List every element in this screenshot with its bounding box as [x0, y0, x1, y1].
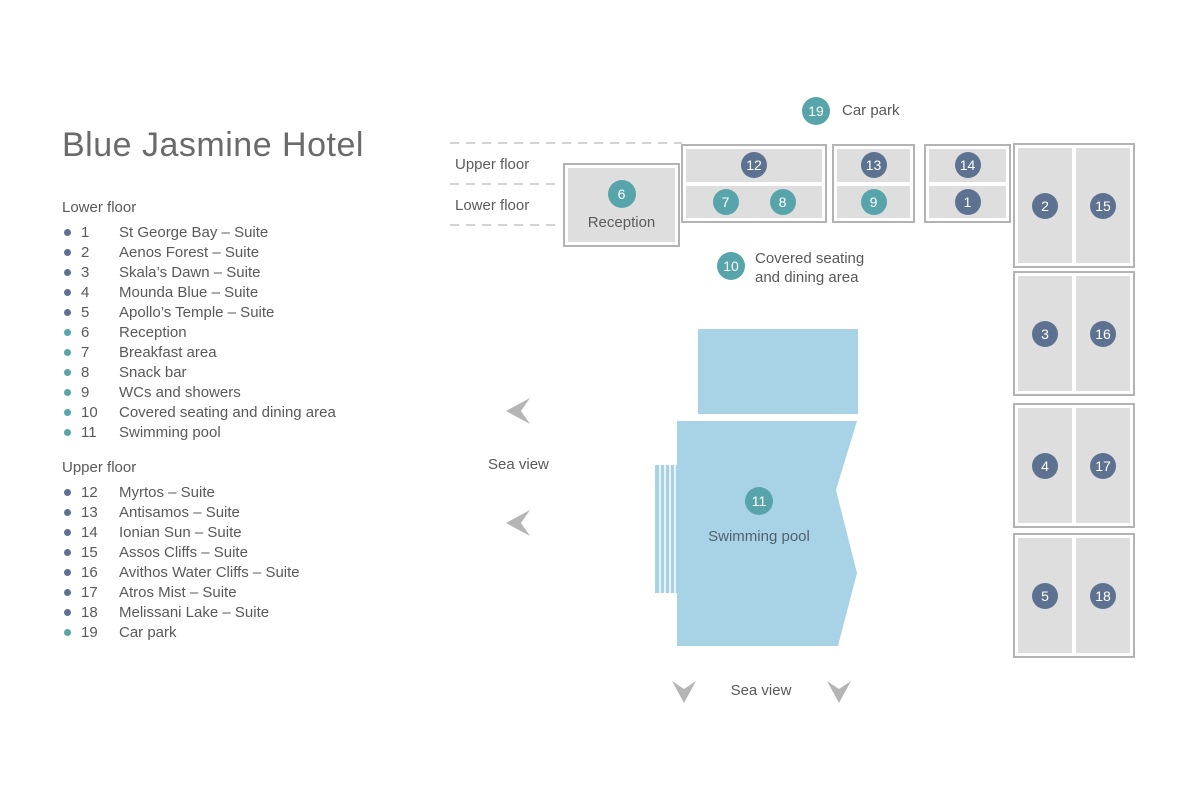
covered-seating-label: [755, 249, 864, 287]
bullet-icon: [64, 549, 71, 556]
list-item: [62, 242, 336, 262]
list-item: [62, 562, 336, 582]
reception-cell: [568, 168, 675, 242]
legend-item-label: Melissani Lake – Suite: [119, 603, 270, 621]
suite-13-cell: [837, 149, 910, 182]
suite-3-cell: [1018, 276, 1072, 391]
legend-item-label: Apollo’s Temple – Suite: [119, 303, 275, 321]
sea-view-left-label: Sea view: [488, 456, 549, 473]
legend-item-label: Snack bar: [119, 363, 187, 381]
marker-14: 14: [955, 152, 981, 178]
legend-item-label: Myrtos – Suite: [119, 483, 215, 501]
bullet-icon: [64, 309, 71, 316]
legend-item-num: 15: [81, 543, 98, 561]
suite-12-cell: [686, 149, 822, 182]
floor-dash-line-middle: [450, 183, 562, 185]
suite-4-cell: [1018, 408, 1072, 523]
legend-item-num: 16: [81, 563, 98, 581]
marker-11-swimming-pool: 11: [745, 487, 773, 515]
bullet-icon: [64, 629, 71, 636]
suite-5-cell: [1018, 538, 1072, 653]
bullet-icon: [64, 249, 71, 256]
legend-item-num: 6: [81, 323, 90, 341]
legend-item-num: 17: [81, 583, 98, 601]
marker-8: 8: [770, 189, 796, 215]
legend-item-num: 8: [81, 363, 90, 381]
right-block-1: [1013, 143, 1135, 268]
sea-view-bottom-label: Sea view: [730, 682, 792, 699]
legend-item-num: 7: [81, 343, 90, 361]
building-block-middle: [832, 144, 915, 223]
right-block-2: [1013, 271, 1135, 396]
marker-9: 9: [861, 189, 887, 215]
list-item: [62, 302, 336, 322]
bullet-icon: [64, 529, 71, 536]
bullet-icon: [64, 369, 71, 376]
legend-item-num: 11: [81, 423, 97, 441]
sea-view-arrow-down-icon: [827, 681, 851, 703]
marker-19-car-park: 19: [802, 97, 830, 125]
suite-17-cell: [1076, 408, 1130, 523]
list-item: [62, 342, 336, 362]
suite-18-cell: [1076, 538, 1130, 653]
legend-item-label: Assos Cliffs – Suite: [119, 543, 248, 561]
list-item: [62, 502, 336, 522]
right-block-3: [1013, 403, 1135, 528]
marker-7: 7: [713, 189, 739, 215]
sea-view-arrow-left-icon: [506, 398, 530, 424]
legend-item-num: 14: [81, 523, 98, 541]
list-item: [62, 422, 336, 442]
suite-1-cell: [929, 186, 1006, 219]
legend-item-label: Mounda Blue – Suite: [119, 283, 259, 301]
pool-upper-rect: [698, 329, 858, 414]
floor-dash-line-bottom: [450, 224, 562, 226]
list-item: [62, 522, 336, 542]
floor-dash-line-top: [450, 142, 682, 144]
reception-block: [563, 163, 680, 247]
marker-4: 4: [1032, 453, 1058, 479]
list-item: [62, 622, 336, 642]
covered-seating-label-line2: and dining area: [755, 269, 859, 286]
list-item: [62, 362, 336, 382]
suite-14-cell: [929, 149, 1006, 182]
legend-item-num: 10: [81, 403, 98, 421]
suite-15-cell: [1076, 148, 1130, 263]
sea-view-arrow-down-icon: [672, 681, 696, 703]
list-item: [62, 542, 336, 562]
list-item: [62, 282, 336, 302]
legend-upper-items: [62, 482, 336, 642]
marker-3: 3: [1032, 321, 1058, 347]
marker-15: 15: [1090, 193, 1116, 219]
bullet-icon: [64, 329, 71, 336]
list-item: [62, 482, 336, 502]
upper-floor-label: Upper floor: [455, 156, 530, 173]
marker-6-reception: 6: [608, 180, 636, 208]
legend-lower-items: [62, 222, 336, 442]
legend-item-label: Avithos Water Cliffs – Suite: [119, 563, 300, 581]
marker-18: 18: [1090, 583, 1116, 609]
marker-13: 13: [861, 152, 887, 178]
legend: [62, 198, 336, 642]
bullet-icon: [64, 229, 71, 236]
covered-seating-label-line1: Covered seating: [755, 250, 865, 267]
list-item: [62, 602, 336, 622]
marker-5: 5: [1032, 583, 1058, 609]
legend-item-num: 19: [81, 623, 98, 641]
legend-item-num: 5: [81, 303, 90, 321]
legend-item-label: Car park: [119, 623, 177, 641]
bullet-icon: [64, 569, 71, 576]
legend-item-num: 2: [81, 243, 90, 261]
list-item: [62, 222, 336, 242]
suite-16-cell: [1076, 276, 1130, 391]
legend-item-label: Swimming pool: [119, 423, 221, 441]
right-block-4: [1013, 533, 1135, 658]
building-block-west: [681, 144, 827, 223]
legend-item-label: Skala’s Dawn – Suite: [119, 263, 261, 281]
bullet-icon: [64, 389, 71, 396]
swimming-pool-label: Swimming pool: [708, 528, 810, 545]
legend-item-label: WCs and showers: [119, 383, 241, 401]
marker-17: 17: [1090, 453, 1116, 479]
legend-item-num: 13: [81, 503, 98, 521]
legend-item-num: 12: [81, 483, 98, 501]
marker-12: 12: [741, 152, 767, 178]
sea-view-arrow-left-icon: [506, 510, 530, 536]
legend-item-num: 4: [81, 283, 90, 301]
legend-item-num: 1: [81, 223, 90, 241]
bullet-icon: [64, 489, 71, 496]
legend-heading-upper: Upper floor: [62, 459, 137, 476]
bullet-icon: [64, 609, 71, 616]
list-item: [62, 582, 336, 602]
bullet-icon: [64, 349, 71, 356]
car-park-label: Car park: [842, 102, 900, 119]
legend-item-label: Ionian Sun – Suite: [119, 523, 242, 541]
list-item: [62, 322, 336, 342]
legend-item-label: Atros Mist – Suite: [119, 583, 237, 601]
bullet-icon: [64, 429, 71, 436]
list-item: [62, 402, 336, 422]
legend-item-label: Aenos Forest – Suite: [119, 243, 260, 261]
lower-floor-label: Lower floor: [455, 197, 530, 214]
legend-item-num: 9: [81, 383, 90, 401]
marker-1: 1: [955, 189, 981, 215]
building-block-east: [924, 144, 1011, 223]
bullet-icon: [64, 509, 71, 516]
list-item: [62, 262, 336, 282]
marker-10-covered-seating: 10: [717, 252, 745, 280]
legend-item-label: Covered seating and dining area: [119, 403, 336, 421]
bullet-icon: [64, 269, 71, 276]
rooms-7-8-cell: [686, 186, 822, 219]
page-title: Blue Jasmine Hotel: [62, 126, 364, 164]
bullet-icon: [64, 289, 71, 296]
list-item: [62, 382, 336, 402]
legend-item-label: Breakfast area: [119, 343, 217, 361]
room-9-cell: [837, 186, 910, 219]
legend-heading-lower: Lower floor: [62, 199, 137, 216]
bullet-icon: [64, 409, 71, 416]
legend-item-num: 18: [81, 603, 98, 621]
bullet-icon: [64, 589, 71, 596]
legend-item-label: Reception: [119, 323, 187, 341]
legend-item-label: St George Bay – Suite: [119, 223, 269, 241]
legend-item-label: Antisamos – Suite: [119, 503, 240, 521]
marker-16: 16: [1090, 321, 1116, 347]
reception-label: Reception: [587, 213, 656, 231]
marker-2: 2: [1032, 193, 1058, 219]
legend-item-num: 3: [81, 263, 90, 281]
suite-2-cell: [1018, 148, 1072, 263]
